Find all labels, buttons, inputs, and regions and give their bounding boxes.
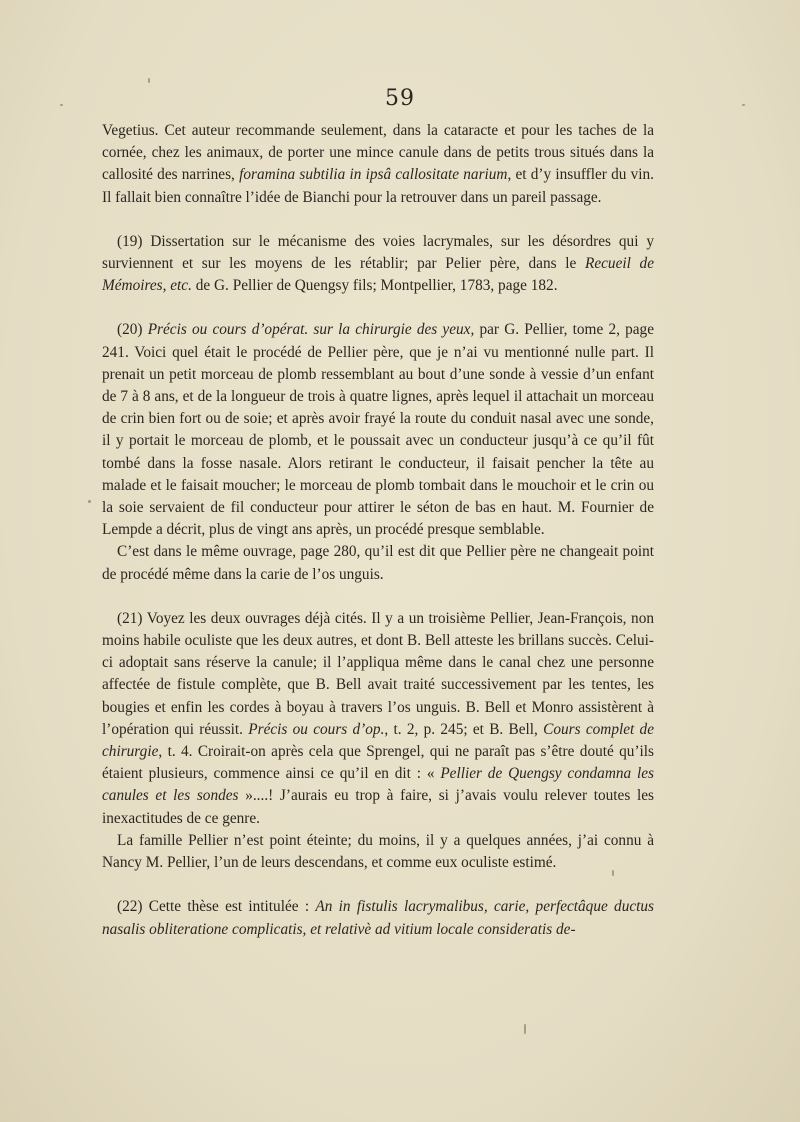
note-paragraph-p6 (102, 830, 654, 874)
note-paragraph-p3 (102, 319, 654, 541)
page-number: 59 (385, 86, 415, 111)
paper-spot (60, 104, 63, 106)
note-paragraph-p7 (102, 896, 654, 940)
italic-citation: Cours complet de chirurgie (102, 720, 654, 761)
paragraph-gap (102, 209, 654, 231)
note-paragraph-p4 (102, 541, 654, 585)
paper-spot (612, 870, 614, 876)
italic-citation: Recueil de Mémoires, etc. (102, 255, 654, 295)
paper-spot (148, 78, 150, 83)
text-run: C’est dans le même ouvrage, page 280, qu’il est dit que Pellier père ne changeait point de procédé même dans la carie de l’os unguis. (102, 543, 654, 583)
paragraph-gap (102, 874, 654, 896)
italic-citation: An in fistulis lacrymalibus, carie, perfectâque ductus nasalis obliteratione complicatis, et relativè ad vitium locale consideratis de- (102, 898, 654, 938)
italic-citation: Précis ou cours d’op. (248, 720, 385, 738)
text-run: »....! J’aurais eu trop à faire, si j’avais voulu relever toutes les inexactitudes de ce genre. (102, 787, 654, 827)
text-run: (22) Cette thèse est intitulée : (117, 898, 316, 916)
text-run: (20) (117, 321, 148, 339)
text-run: La famille Pellier n’est point éteinte; du moins, il y a quelques années, j’ai connu à Nancy M. Pellier, l’un de leurs descendans, et comme eux oculiste estimé. (102, 831, 654, 872)
text-run: Vegetius. Cet auteur recommande seulement, dans la cataracte et pour les taches de la cornée, chez les animaux, de porter une mince canule dans de petits trous situés dans la callosité des narrines, (102, 122, 654, 184)
note-paragraph-p5 (102, 608, 654, 830)
note-paragraph-p2 (102, 231, 654, 298)
italic-citation: Précis ou cours d’opérat. sur la chirurgie des yeux, (147, 321, 475, 339)
note-paragraph-p1 (102, 120, 654, 209)
text-run: , t. 2, p. 245; et B. Bell, (384, 720, 544, 738)
body-text (102, 120, 654, 941)
paper-spot (742, 104, 745, 106)
text-run: (21) Voyez les deux ouvrages déjà cités. Il y a un troisième Pellier, Jean-François, non moins habile oculiste que les deux autres, et dont B. Bell atteste les brillans succès. Celui-ci adoptait sans réserve la canule; il l’appliqua même dans le canal chez une personne affectée de fistule complète, que B. Bell avait traité successivement par les tentes, les bougies et enfin les cordes à boyau à travers l’os unguis. B. Bell et Monro assistèrent à l’opération qui réussit. (102, 609, 654, 738)
paper-spot (524, 1024, 526, 1034)
paragraph-gap (102, 297, 654, 319)
text-run: (19) Dissertation sur le mécanisme des voies lacrymales, sur les désordres qui y surviennent et sur les moyens de les rétablir; par Pelier père, dans le (102, 232, 654, 273)
italic-citation: foramina subtilia in ipsâ callositate narium (239, 166, 508, 184)
text-run: par G. Pellier, tome 2, page 241. Voici quel était le procédé de Pellier père, que je n’ai vu mentionné nulle part. Il prenait un petit morceau de plomb ressemblant au bout d’une sonde à vessie d’un enfant de 7 à 8 ans, et de la longueur de trois à quatre lignes, après lequel il attachait un morceau de crin bien fort ou de soie; et après avoir frayé la route du conduit nasal avec une sonde, il y portait le morceau de plomb, et le poussait avec un conducteur jusqu’à ce qu’il fût tombé dans la fosse nasale. Alors retirant le conducteur, il faisait pencher la tête au malade et le faisait moucher; le morceau de plomb tombait dans le mouchoir et le crin ou la soie servaient de fil conducteur pour attirer le séton de bas en haut. M. Fournier de Lempde a décrit, plus de vingt ans après, un procédé presque semblable. (102, 321, 655, 539)
text-run: , et d’y insuffler du vin. Il fallait bien connaître l’idée de Bianchi pour la retrouver dans un pareil passage. (102, 166, 654, 206)
paragraph-gap (102, 586, 654, 608)
text-run: , t. 4. Croirait-on après cela que Sprengel, qui ne paraît pas s’être douté qu’ils étaient plusieurs, commence ainsi ce qu’il en dit : « (102, 743, 654, 783)
paper-spot (88, 500, 91, 503)
italic-citation: Pellier de Quengsy condamna les canules et les sondes (102, 765, 654, 805)
text-run: de G. Pellier de Quengsy fils; Montpellier, 1783, page 182. (191, 277, 558, 295)
